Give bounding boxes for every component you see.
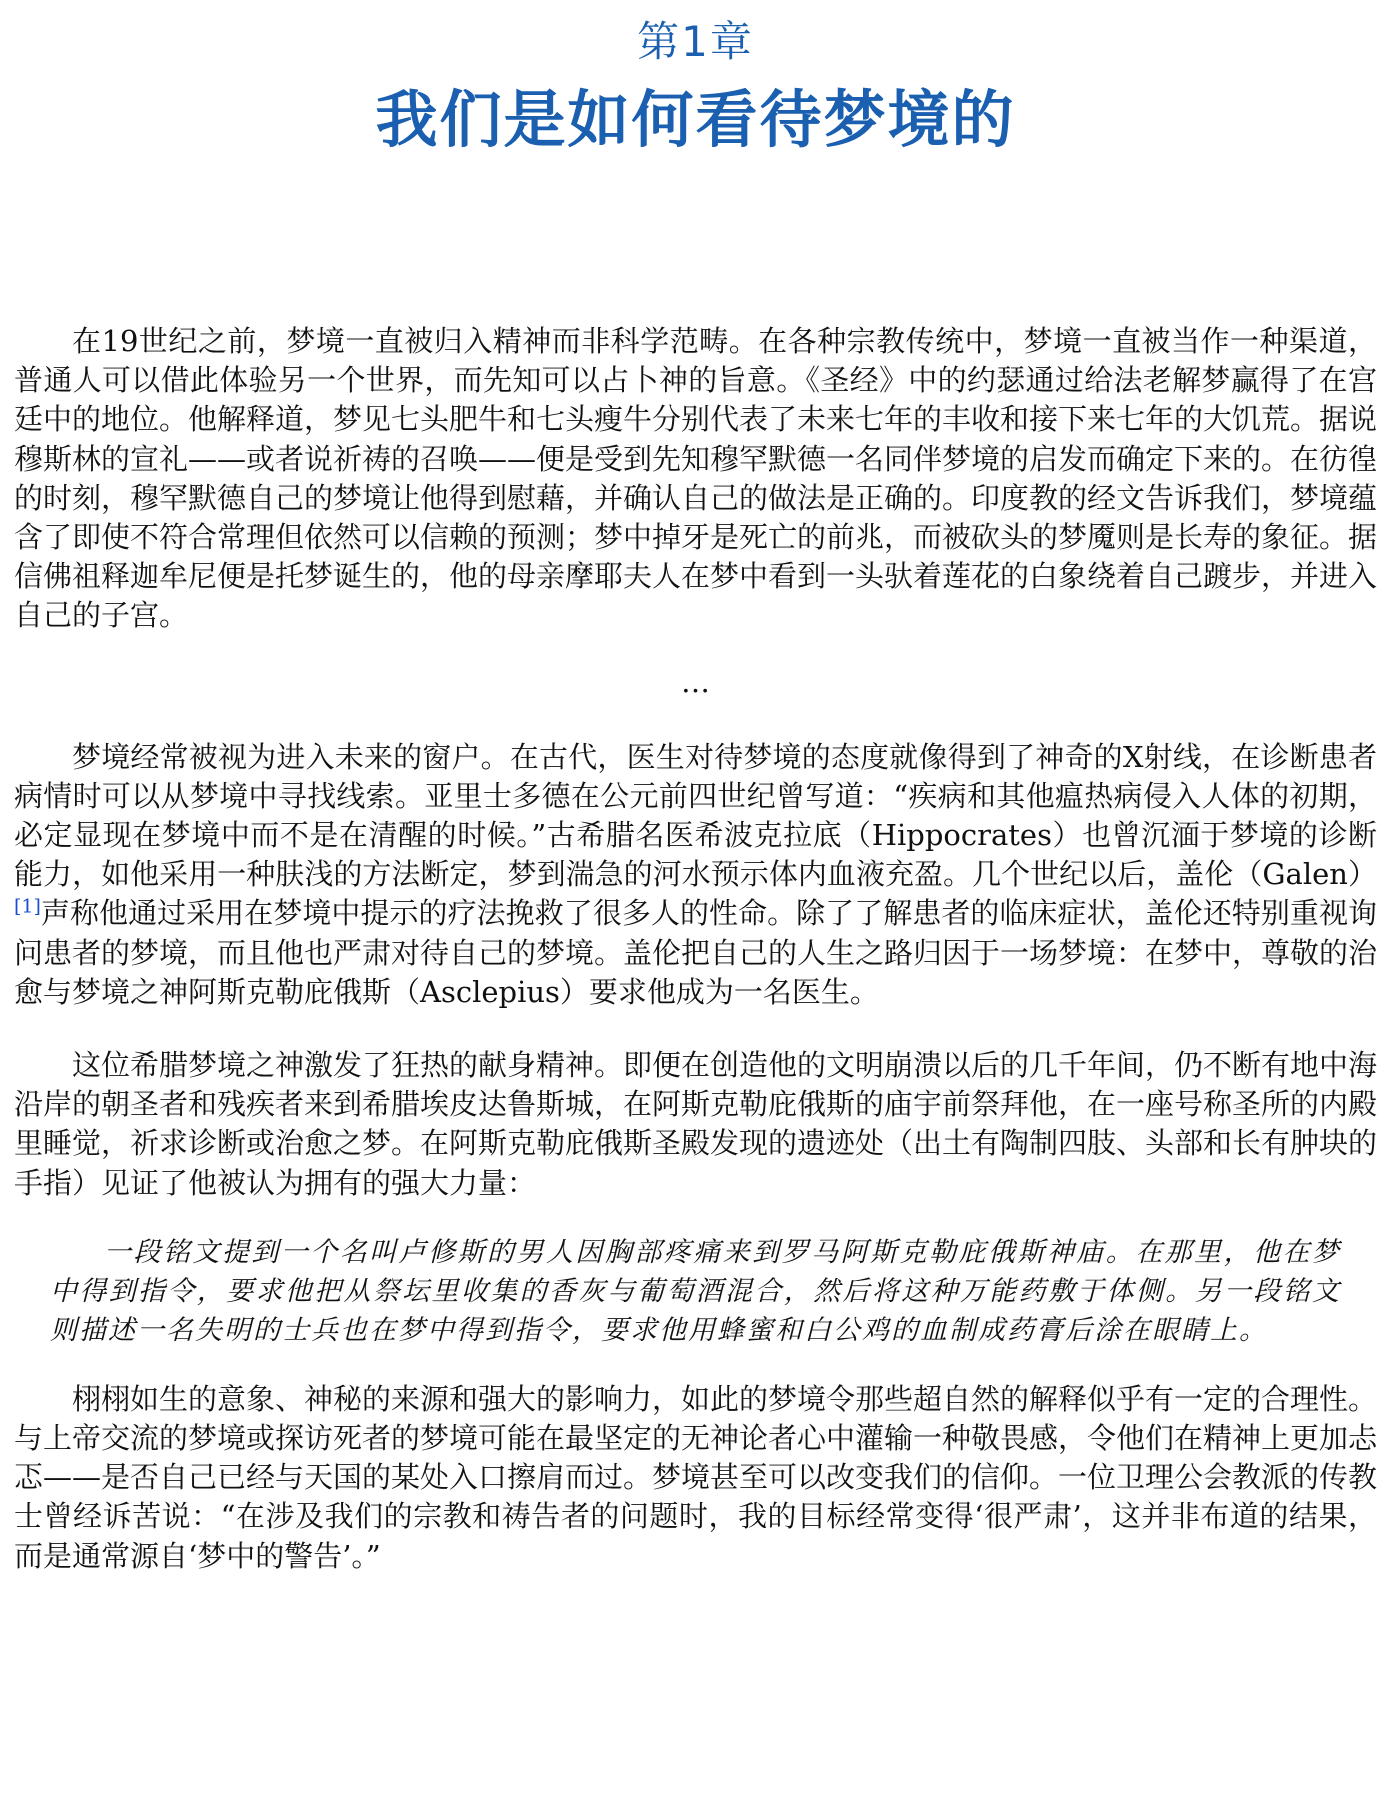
section-ellipsis: … [681, 664, 710, 699]
paragraph-text-part: 梦境经常被视为进入未来的窗户。在古代，医生对待梦境的态度就像得到了神奇的X射线，在诊断患者病情时可以从梦境中寻找线索。亚里士多德在公元前四世纪曾写道：“疾病和其他瘟热病侵入人体的初期，必定显现在梦境中而不是在清醒的时候。”古希腊名医希波克拉底（Hippocrates）也曾沉湎于梦境的诊断能力，如他采用一种肤浅的方法断定，梦到湍急的河水预示体内血液充盈。几个世纪以后，盖伦（Galen） [14, 739, 1377, 892]
paragraph-asclepius-devotion: 这位希腊梦境之神激发了狂热的献身精神。即便在创造他的文明崩溃以后的几千年间，仍不断有地中海沿岸的朝圣者和残疾者来到希腊埃皮达鲁斯城，在阿斯克勒庇俄斯的庙宇前祭拜他，在一座号称圣所的内殿里睡觉，祈求诊断或治愈之梦。在阿斯克勒庇俄斯圣殿发现的遗迹处（出土有陶制四肢、头部和长有肿块的手指）见证了他被认为拥有的强大力量： [14, 1048, 1378, 1200]
footnote-link[interactable]: [1] [14, 895, 41, 918]
paragraph-supernatural-explanations: 栩栩如生的意象、神秘的来源和强大的影响力，如此的梦境令那些超自然的解释似乎有一定的合理性。与上帝交流的梦境或探访死者的梦境可能在最坚定的无神论者心中灌输一种敬畏感，令他们在精神上更加忐忑——是否自己已经与天国的某处入口擦肩而过。梦境甚至可以改变我们的信仰。一位卫理公会教派的传教士曾经诉苦说：“在涉及我们的宗教和祷告者的问题时，我的目标经常变得‘很严肃’，这并非布道的结果，而是通常源自‘梦中的警告’。” [14, 1381, 1378, 1573]
chapter-title: 我们是如何看待梦境的 [375, 83, 1016, 156]
paragraph-text-part: 声称他通过采用在梦境中提示的疗法挽救了很多人的性命。除了了解患者的临床症状，盖伦还特别重视询问患者的梦境，而且他也严肃对待自己的梦境。盖伦把自己的人生之路归因于一场梦境：在梦中，尊敬的治愈与梦境之神阿斯克勒庇俄斯（Asclepius）要求他成为一名医生。 [14, 896, 1378, 1009]
paragraph-religious-traditions: 在19世纪之前，梦境一直被归入精神而非科学范畴。在各种宗教传统中，梦境一直被当作一种渠道，普通人可以借此体验另一个世界，而先知可以占卜神的旨意。《圣经》中的约瑟通过给法老解梦赢得了在宫廷中的地位。他解释道，梦见七头肥牛和七头瘦牛分别代表了未来七年的丰收和接下来七年的大饥荒。据说穆斯林的宣礼——或者说祈祷的召唤——便是受到先知穆罕默德一名同伴梦境的启发而确定下来的。在彷徨的时刻，穆罕默德自己的梦境让他得到慰藉，并确认自己的做法是正确的。印度教的经文告诉我们，梦境蕴含了即使不符合常理但依然可以信赖的预测；梦中掉牙是死亡的前兆，而被砍头的梦魇则是长寿的象征。据信佛祖释迦牟尼便是托梦诞生的，他的母亲摩耶夫人在梦中看到一头驮着莲花的白象绕着自己踱步，并进入自己的子宫。 [14, 324, 1378, 633]
block-quote-inscriptions: 一段铭文提到一个名叫卢修斯的男人因胸部疼痛来到罗马阿斯克勒庇俄斯神庙。在那里，他在梦中得到指令，要求他把从祭坛里收集的香灰与葡萄酒混合，然后将这种万能药敷于体侧。另一段铭文则描述一名失明的士兵也在梦中得到指令，要求他用蜂蜜和白公鸡的血制成药膏后涂在眼睛上。 [50, 1236, 1341, 1346]
paragraph-medical-diagnosis [14, 738, 1377, 1012]
chapter-number: 第1章 [637, 17, 754, 66]
chapter-body [14, 322, 1377, 1576]
